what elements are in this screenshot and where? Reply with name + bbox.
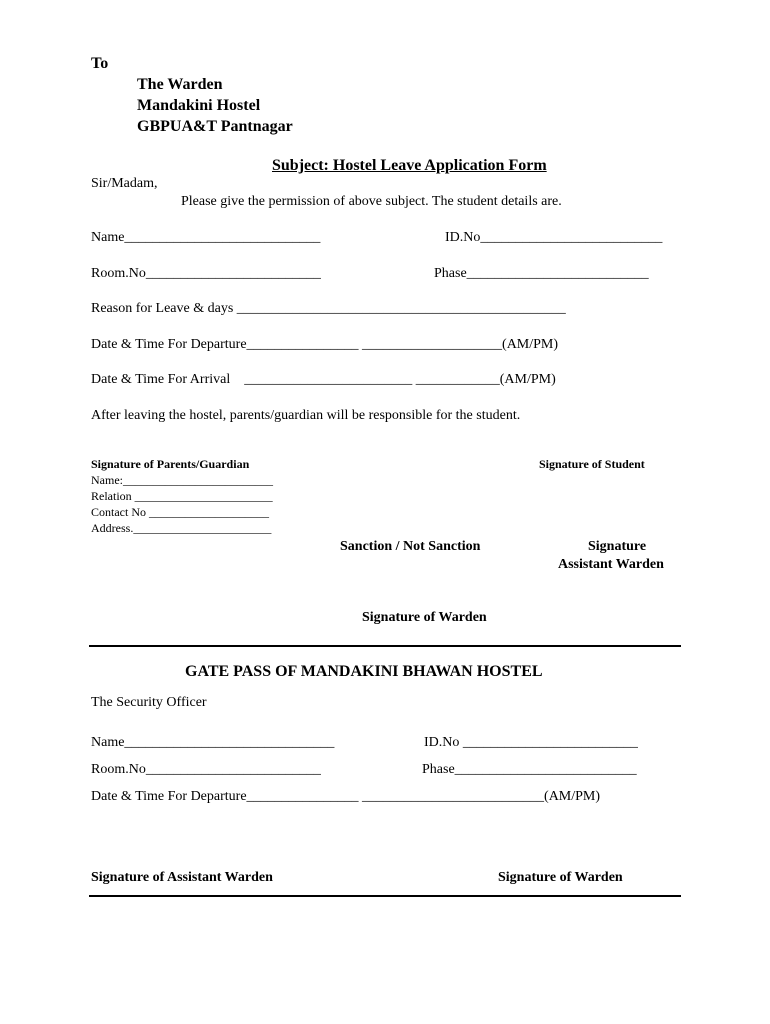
field-arrival[interactable]: Date & Time For Arrival ________________________ ____________(AM/PM) — [91, 372, 556, 387]
gate-pass-title: GATE PASS OF MANDAKINI BHAWAN HOSTEL — [185, 663, 543, 680]
responsibility-note: After leaving the hostel, parents/guardian will be responsible for the student. — [91, 408, 521, 423]
guardian-address-field[interactable]: Address._______________________ — [91, 521, 272, 535]
asst-warden-title: Assistant Warden — [558, 557, 664, 572]
field-room-no[interactable]: Room.No_________________________ — [91, 266, 321, 281]
gate-pass-id-field[interactable]: ID.No _________________________ — [424, 735, 638, 750]
guardian-relation-field[interactable]: Relation _______________________ — [91, 489, 273, 503]
salutation: Sir/Madam, — [91, 176, 158, 191]
guardian-contact-field[interactable]: Contact No ____________________ — [91, 505, 269, 519]
asst-warden-signature-label: Signature — [588, 539, 647, 554]
field-id-no[interactable]: ID.No__________________________ — [445, 230, 663, 245]
gate-pass-asst-warden-signature: Signature of Assistant Warden — [91, 870, 273, 885]
field-departure[interactable]: Date & Time For Departure________________ ____________________(AM/PM) — [91, 337, 559, 352]
gate-pass-room-field[interactable]: Room.No_________________________ — [91, 762, 321, 777]
to-label: To — [91, 55, 109, 72]
field-reason[interactable]: Reason for Leave & days _______________________________________________ — [91, 301, 566, 316]
bottom-divider — [89, 895, 681, 897]
field-name[interactable]: Name____________________________ — [91, 230, 321, 245]
gate-pass-phase-field[interactable]: Phase__________________________ — [422, 762, 637, 777]
gate-pass-name-field[interactable]: Name______________________________ — [91, 735, 335, 750]
address-line-hostel: Mandakini Hostel — [137, 97, 261, 114]
guardian-name-field[interactable]: Name:_________________________ — [91, 473, 273, 487]
intro-text: Please give the permission of above subject. The student details are. — [181, 194, 562, 209]
address-line-warden: The Warden — [137, 76, 223, 93]
field-phase[interactable]: Phase__________________________ — [434, 266, 649, 281]
sanction-label: Sanction / Not Sanction — [340, 539, 481, 554]
section-divider — [89, 645, 681, 647]
gate-pass-addressee: The Security Officer — [91, 695, 207, 710]
student-signature-label: Signature of Student — [539, 457, 645, 471]
gate-pass-warden-signature: Signature of Warden — [498, 870, 623, 885]
address-line-university: GBPUA&T Pantnagar — [137, 118, 293, 135]
subject-heading: Subject: Hostel Leave Application Form — [272, 157, 547, 174]
guardian-signature-heading: Signature of Parents/Guardian — [91, 457, 250, 471]
warden-signature-label: Signature of Warden — [362, 610, 487, 625]
gate-pass-departure-field[interactable]: Date & Time For Departure________________ __________________________(AM/PM) — [91, 789, 601, 804]
